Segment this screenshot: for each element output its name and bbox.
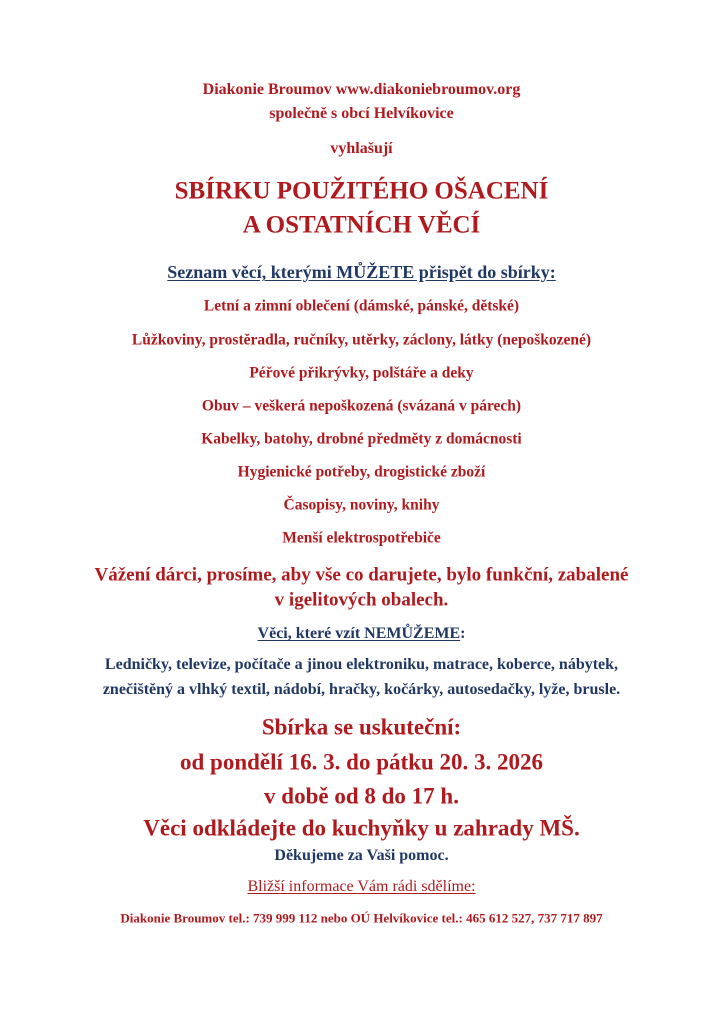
- contact-line: Diakonie Broumov tel.: 739 999 112 nebo OÚ Helvíkovice tel.: 465 612 527, 737 717 897: [120, 910, 603, 926]
- rejected-heading-colon: :: [460, 625, 466, 642]
- announce-text: vyhlašují: [330, 140, 393, 157]
- rejected-line-1: Ledničky, televize, počítače a jinou elektroniku, matrace, koberce, nábytek,: [104, 656, 619, 673]
- request-line-2: v igelitových obalech.: [274, 589, 449, 611]
- title-line-1: SBÍRKU POUŽITÉHO OŠACENÍ: [174, 177, 549, 205]
- accepted-item: Obuv – veškerá nepoškozená (svázaná v párech): [201, 397, 522, 415]
- request-line-1: Vážení dárci, prosíme, aby vše co darujete, bylo funkční, zabalené: [94, 564, 629, 586]
- org-line: Diakonie Broumov www.diakoniebroumov.org: [202, 81, 521, 98]
- accepted-item: Časopisy, noviny, knihy: [283, 496, 440, 514]
- rejected-line-2: znečištěný a vlhký textil, nádobí, hračky, kočárky, autosedačky, lyže, brusle.: [102, 681, 621, 698]
- accepted-item: Lůžkoviny, prostěradla, ručníky, utěrky, záclony, látky (nepoškozené): [131, 331, 592, 349]
- accepted-item: Kabelky, batohy, drobné předměty z domácnosti: [201, 430, 522, 448]
- accepted-item: Letní a zimní oblečení (dámské, pánské, dětské): [203, 297, 520, 315]
- schedule-location: Věci odkládejte do kuchyňky u zahrady MŠ.: [143, 815, 580, 841]
- rejected-heading-text: Věci, které vzít NEMŮŽEME: [257, 625, 461, 642]
- accepted-heading: Seznam věcí, kterými MŮŽETE přispět do sbírky:: [167, 262, 556, 282]
- partner-line: společně s obcí Helvíkovice: [269, 105, 454, 122]
- rejected-heading: [0, 626, 723, 642]
- thanks-text: Děkujeme za Vaši pomoc.: [274, 847, 449, 864]
- schedule-hours: v době od 8 do 17 h.: [264, 783, 459, 809]
- accepted-item: Hygienické potřeby, drogistické zboží: [237, 463, 486, 481]
- contact-heading: Bližší informace Vám rádi sdělíme:: [247, 878, 476, 895]
- accepted-item: Péřové přikrývky, polštáře a deky: [249, 364, 474, 382]
- title-line-2: A OSTATNÍCH VĚCÍ: [242, 211, 481, 239]
- schedule-line-1: Sbírka se uskuteční:: [261, 714, 462, 740]
- schedule-dates: od pondělí 16. 3. do pátku 20. 3. 2026: [180, 749, 543, 775]
- accepted-item: Menší elektrospotřebiče: [282, 529, 441, 547]
